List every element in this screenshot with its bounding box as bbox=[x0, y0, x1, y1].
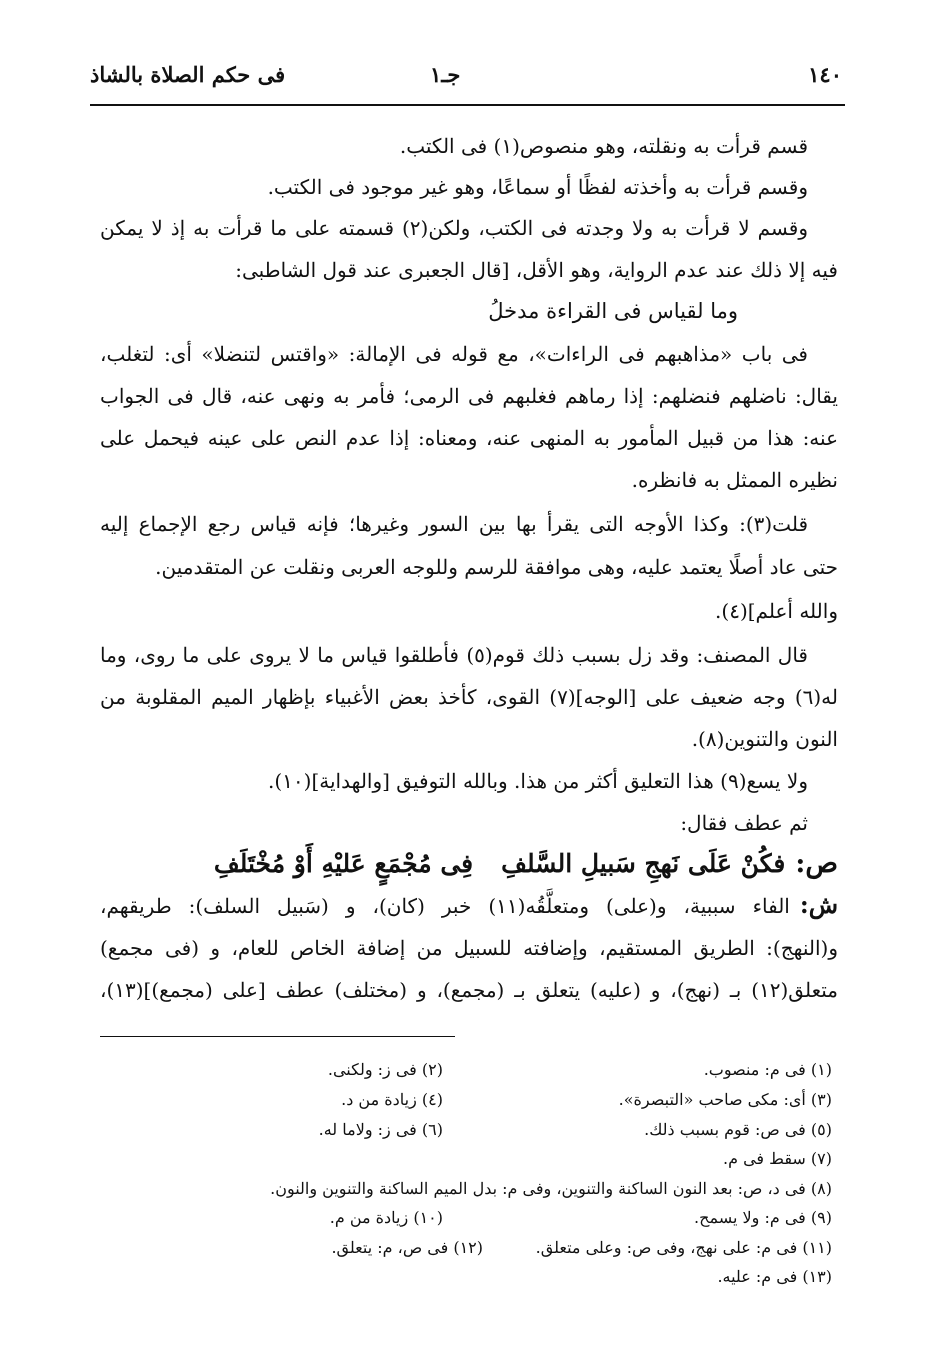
commentary-text: الفاء سببية، و(على) ومتعلَّقُه(١١) خبر (كان)، و (سَبيل السلف): طريقهم، bbox=[100, 894, 790, 918]
footnote: (١٣) فى م: عليه. bbox=[717, 1267, 832, 1286]
body-line: قال المصنف: وقد زل بسبب ذلك قوم(٥) فأطلقوا قياس ما لا يروى على ما روى، وما bbox=[100, 643, 808, 667]
body-line: له(٦) وجه ضعيف على [الوجه](٧) القوى، كأخذ بعض الأغبياء بإظهار الميم المقلوبة من bbox=[100, 685, 838, 709]
body-line: عنه: هذا من قبيل المأمور به المنهى عنه، ومعناه: إذا عدم النص على عينه فيحمل على bbox=[100, 426, 838, 450]
running-title: فى حكم الصلاة بالشاذ bbox=[90, 62, 286, 87]
footnote: (١) فى م: منصوب. bbox=[703, 1060, 832, 1079]
footnote: (١٠) زيادة من م. bbox=[329, 1208, 443, 1227]
commentary-line: و(النهج): الطريق المستقيم، وإضافته للسبيل من إضافة الخاص للعام، و (فى مجمع) bbox=[100, 936, 838, 960]
footnote: (٥) فى ص: قوم بسبب ذلك. bbox=[644, 1120, 832, 1139]
commentary-line: متعلق(١٢) بـ (نهج)، و (عليه) يتعلق بـ (مجمع)، و (مختلف) عطف [على (مجمع)](١٣)، bbox=[100, 978, 838, 1002]
footnote: (٤) زيادة من د. bbox=[341, 1090, 443, 1109]
verse-hemistich-1: فكُنْ عَلَى نَهجِ سَبيلِ السَّلفِ bbox=[501, 849, 786, 878]
footnote: (١١) فى م: على نهج، وفى ص: وعلى متعلق. bbox=[535, 1238, 832, 1257]
body-line: يقال: ناضلهم فنضلهم: إذا رماهم فغلبهم فى الرمى؛ فأمر به ونهى عنه، قال فى الجواب bbox=[100, 384, 838, 408]
body-line: وقسم قرأت به وأخذته لفظًا أو سماعًا، وهو غير موجود فى الكتب. bbox=[267, 175, 808, 199]
footnote-rule bbox=[100, 1036, 455, 1037]
body-line: فى باب «مذاهبهم فى الراءات»، مع قوله فى الإمالة: «واقتس لتنضلا» أى: لتغلب، bbox=[100, 342, 808, 366]
body-line: فيه إلا ذلك عند عدم الرواية، وهو الأقل، [قال الجعبرى عند قول الشاطبى: bbox=[235, 258, 838, 282]
commentary-line bbox=[100, 890, 838, 921]
footnote: (٧) سقط فى م. bbox=[722, 1149, 832, 1168]
body-line: قلت(٣): وكذا الأوجه التى يقرأ بها بين السور وغيرها؛ فإنه قياس رجع الإجماع إليه bbox=[100, 512, 808, 536]
quoted-verse: وما لقياس فى القراءة مدخلُ bbox=[488, 299, 738, 323]
footnote: (٣) أى: مكى صاحب «التبصرة». bbox=[618, 1090, 832, 1109]
body-line: وقسم لا قرأت به ولا وجدته فى الكتب، ولكن(٢) قسمته على ما قرأت به إذ لا يمكن bbox=[100, 216, 808, 240]
body-line: قسم قرأت به ونقلته، وهو منصوص(١) فى الكتب. bbox=[399, 134, 808, 158]
volume-label: جـ١ bbox=[430, 62, 461, 87]
verse-siglum: ص: bbox=[795, 848, 838, 879]
body-line: حتى عاد أصلًا يعتمد عليه، وهى موافقة للرسم وللوجه العربى ونقلت عن المتقدمين. bbox=[155, 555, 838, 579]
body-line: ولا يسع(٩) هذا التعليق أكثر من هذا. وبالله التوفيق [والهداية](١٠). bbox=[268, 769, 808, 793]
body-line: والله أعلم](٤). bbox=[715, 599, 838, 623]
footnote: (٢) فى ز: ولكنى. bbox=[327, 1060, 443, 1079]
footnote: (٩) فى م: ولا يسمح. bbox=[694, 1208, 832, 1227]
body-line: النون والتنوين(٨). bbox=[691, 727, 838, 751]
verse-line bbox=[214, 846, 838, 882]
footnote: (٦) فى ز: ولاما له. bbox=[318, 1120, 443, 1139]
footnote: (٨) فى د، ص: بعد النون الساكنة والتنوين، وفى م: بدل الميم الساكنة والتنوين والنون. bbox=[270, 1179, 832, 1198]
body-line: نظيره الممثل به فانظره. bbox=[631, 468, 838, 492]
commentary-siglum: ش: bbox=[799, 890, 838, 919]
header-rule bbox=[90, 104, 845, 106]
body-line: ثم عطف فقال: bbox=[680, 811, 808, 835]
page-number: ١٤٠ bbox=[808, 62, 842, 87]
verse-hemistich-2: فِى مُجْمَعٍ عَليْهِ أَوْ مُخْتَلَفِ bbox=[213, 849, 474, 878]
footnote: (١٢) فى ص، م: يتعلق. bbox=[331, 1238, 483, 1257]
